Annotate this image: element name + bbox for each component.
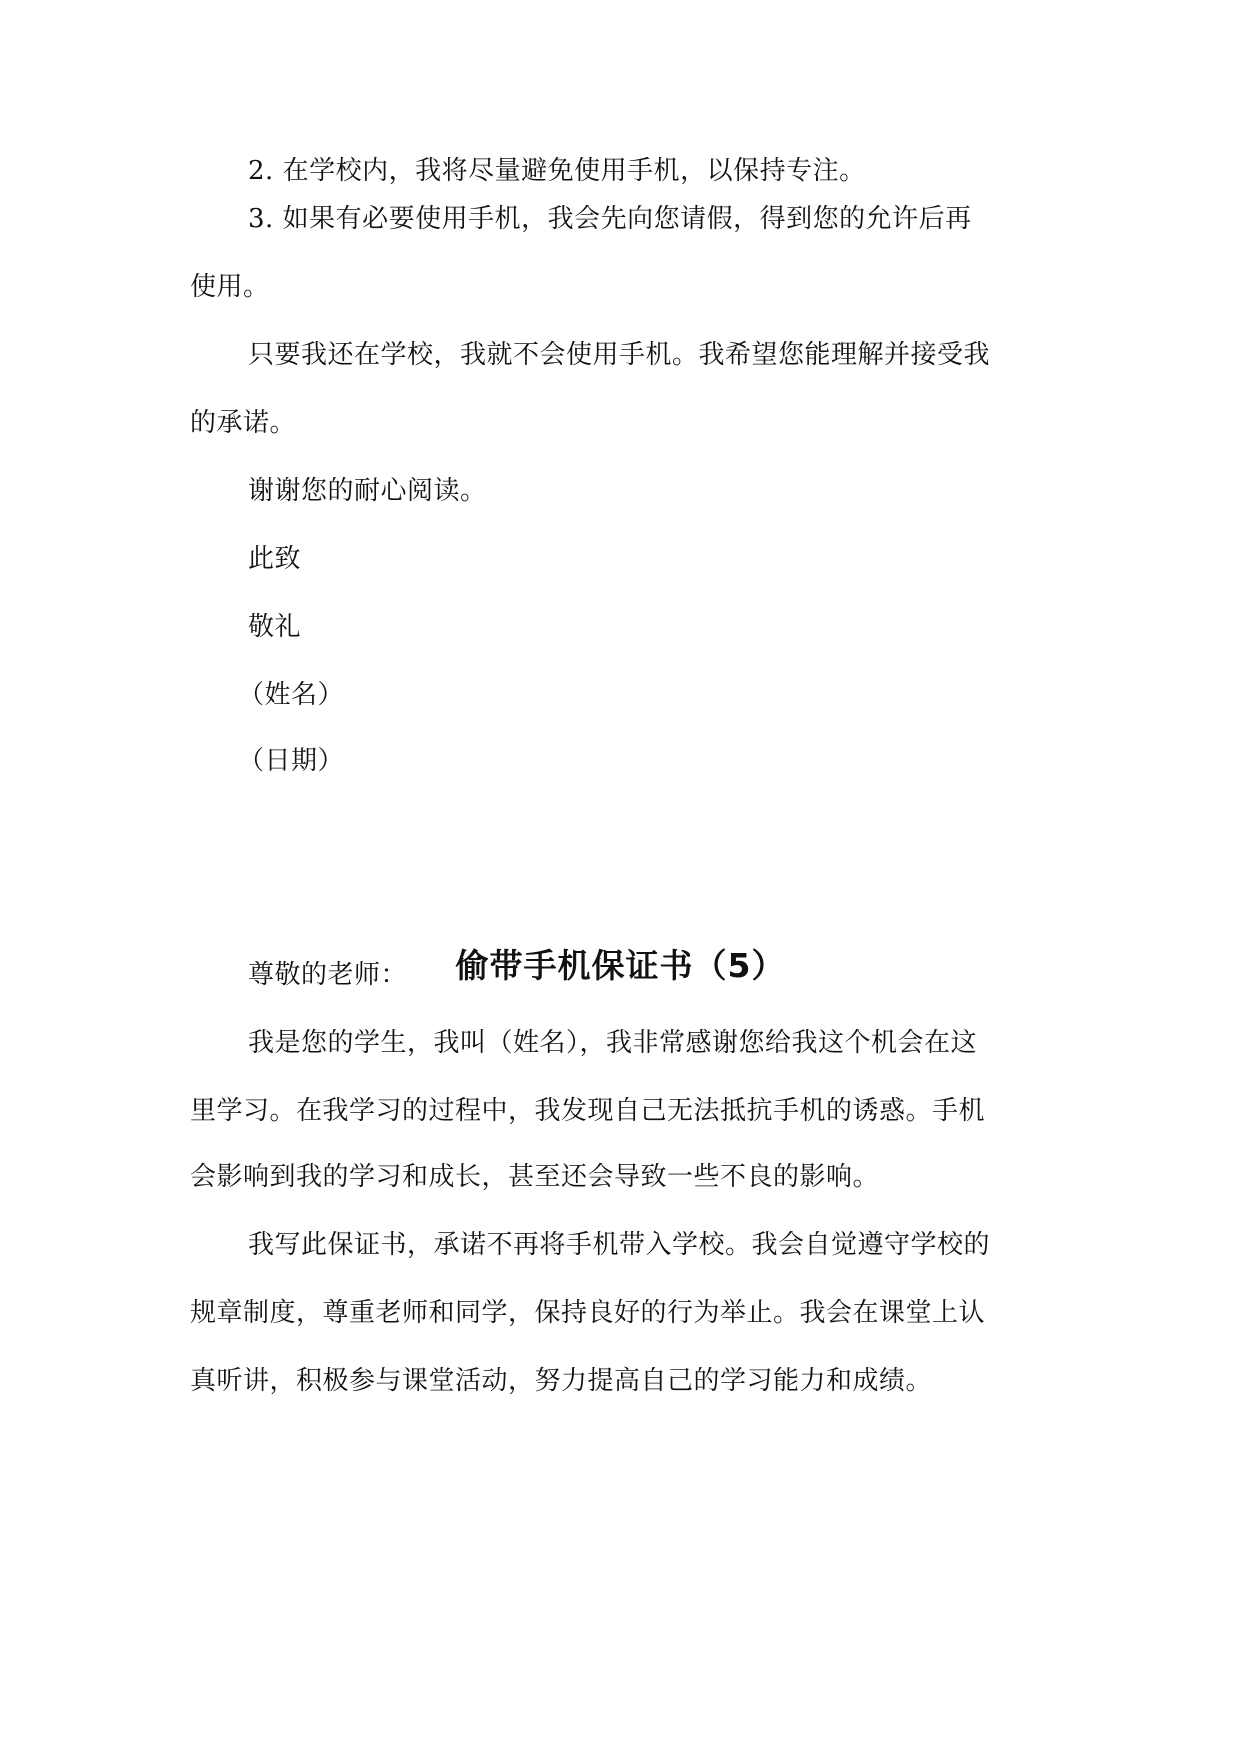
thanks-line: 谢谢您的耐心阅读。 [248, 476, 487, 506]
closing-line: 此致 [248, 544, 302, 574]
list-item-3-line-1: 3. 如果有必要使用手机，我会先向您请假，得到您的允许后再 [248, 204, 972, 234]
list-item-3-line-2: 使用。 [190, 272, 270, 302]
paragraph-line: 会影响到我的学习和成长，甚至还会导致一些不良的影响。 [190, 1162, 880, 1192]
signature-date: （日期） [238, 746, 345, 776]
section-title: 偷带手机保证书（5） [455, 946, 786, 985]
signature-name: （姓名） [238, 680, 345, 710]
paragraph-line: 里学习。在我学习的过程中，我发现自己无法抵抗手机的诱惑。手机 [190, 1096, 986, 1126]
closing-line: 敬礼 [248, 612, 302, 642]
paragraph-line: 我写此保证书，承诺不再将手机带入学校。我会自觉遵守学校的 [248, 1230, 991, 1260]
paragraph-line: 真听讲，积极参与课堂活动，努力提高自己的学习能力和成绩。 [190, 1366, 933, 1396]
salutation: 尊敬的老师： [248, 960, 408, 990]
paragraph-line: 的承诺。 [190, 408, 297, 438]
paragraph-line: 规章制度，尊重老师和同学，保持良好的行为举止。我会在课堂上认 [190, 1298, 986, 1328]
list-item-2: 2. 在学校内，我将尽量避免使用手机，以保持专注。 [248, 156, 866, 186]
paragraph-line: 我是您的学生，我叫（姓名），我非常感谢您给我这个机会在这 [248, 1028, 978, 1058]
paragraph-line: 只要我还在学校，我就不会使用手机。我希望您能理解并接受我 [248, 340, 991, 370]
